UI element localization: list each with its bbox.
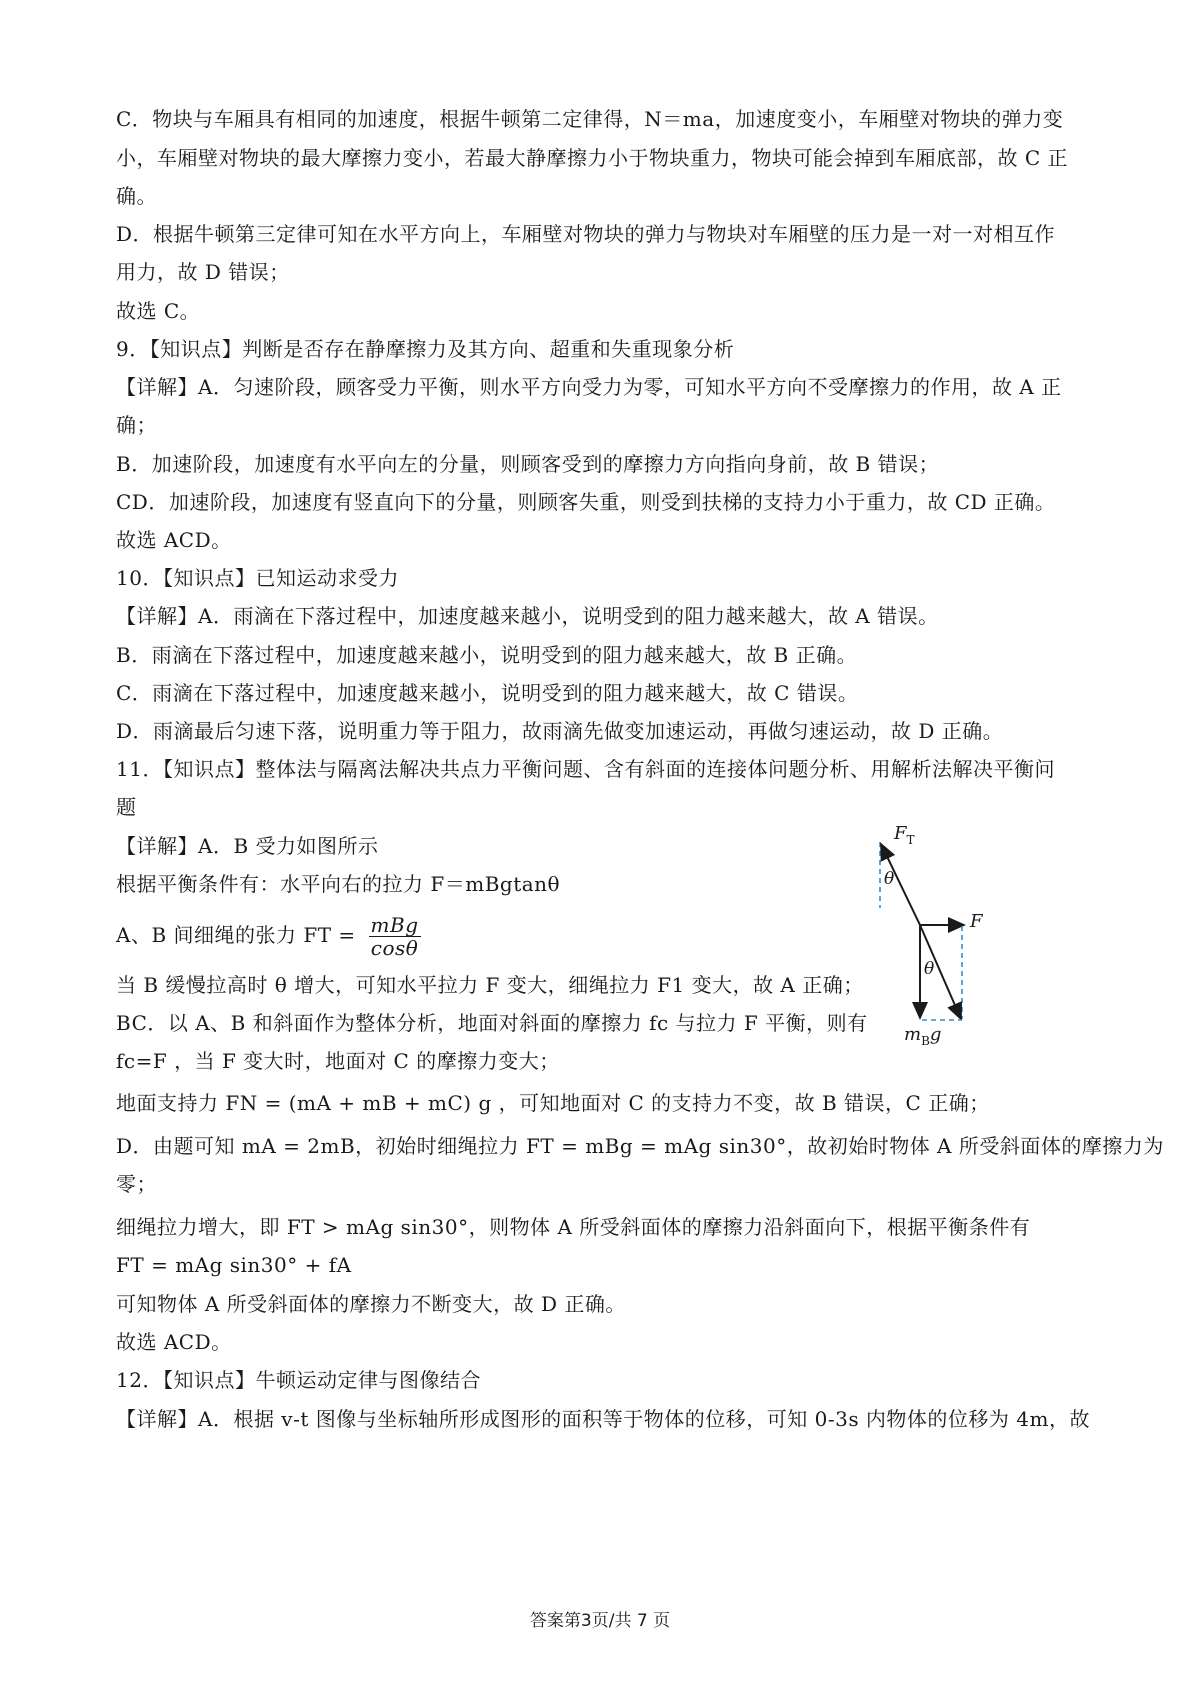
text-line: 根据平衡条件有：水平向右的拉力 F＝mBgtanθ: [116, 872, 561, 896]
text-line: 【详解】A．雨滴在下落过程中，加速度越来越小，说明受到的阻力越来越大，故 A 错误。: [116, 604, 939, 628]
question-12-heading: 12．【知识点】牛顿运动定律与图像结合: [116, 1368, 481, 1392]
text-line: C．物块与车厢具有相同的加速度，根据牛顿第二定律得，N＝ma，加速度变小，车厢壁对物块的弹力变: [116, 107, 1064, 131]
text-line: D．由题可知 mA = 2mB，初始时细绳拉力 FT = mBg = mAg sin30°，故初始时物体 A 所受斜面体的摩擦力为: [116, 1134, 1164, 1158]
tension-formula: [116, 914, 421, 959]
text-line: 地面支持力 FN = (mA + mB + mC) g ，可知地面对 C 的支持力不变，故 B 错误，C 正确；: [116, 1091, 990, 1115]
tension-fraction: [369, 914, 421, 959]
text-line: 【详解】A．根据 v-t 图像与坐标轴所形成图形的面积等于物体的位移，可知 0-3s 内物体的位移为 4m，故: [116, 1407, 1090, 1431]
text-line: 可知物体 A 所受斜面体的摩擦力不断变大，故 D 正确。: [116, 1292, 626, 1316]
question-10-heading: 10．【知识点】已知运动求受力: [116, 566, 399, 590]
text-line: fc=F ，当 F 变大时，地面对 C 的摩擦力变大；: [116, 1049, 560, 1073]
question-9-heading: 9．【知识点】判断是否存在静摩擦力及其方向、超重和失重现象分析: [116, 337, 735, 361]
text-line: 用力，故 D 错误；: [116, 260, 290, 284]
text-line: BC．以 A、B 和斜面作为整体分析，地面对斜面的摩擦力 fc 与拉力 F 平衡，则有: [116, 1011, 868, 1035]
text-line: 零；: [116, 1172, 157, 1196]
text-line: 故选 C。: [116, 299, 201, 323]
text-line: B．雨滴在下落过程中，加速度越来越小，说明受到的阻力越来越大，故 B 正确。: [116, 643, 858, 667]
force-f-label: F: [970, 911, 983, 932]
fraction-denominator: cosθ: [370, 936, 419, 960]
text-line: C．雨滴在下落过程中，加速度越来越小，说明受到的阻力越来越大，故 C 错误。: [116, 681, 859, 705]
text-line: 当 B 缓慢拉高时 θ 增大，可知水平拉力 F 变大，细绳拉力 F1 变大，故 A 正确；: [116, 973, 864, 997]
text-line: 【详解】A．B 受力如图所示: [116, 834, 379, 858]
text-line: 【详解】A．匀速阶段，顾客受力平衡，则水平方向受力为零，可知水平方向不受摩擦力的作用，故 A 正: [116, 375, 1062, 399]
text-line: D．根据牛顿第三定律可知在水平方向上，车厢壁对物块的弹力与物块对车厢壁的压力是一对一对相互作: [116, 222, 1056, 246]
text-line: B．加速阶段，加速度有水平向左的分量，则顾客受到的摩擦力方向指向身前，故 B 错误；: [116, 452, 940, 476]
equation-line: FT = mAg sin30° + fA: [116, 1253, 352, 1277]
text-line: 题: [116, 795, 137, 819]
question-11-heading: 11．【知识点】整体法与隔离法解决共点力平衡问题、含有斜面的连接体问题分析、用解析法解决平衡问: [116, 757, 1055, 781]
angle-label-top: θ: [884, 869, 895, 889]
angle-label-bottom: θ: [924, 959, 935, 979]
force-diagram: [870, 822, 1050, 1052]
page-footer: 答案第3页/共 7 页: [529, 1611, 671, 1631]
text-line: 确。: [116, 184, 157, 208]
text-line: 小，车厢壁对物块的最大摩擦力变小，若最大静摩擦力小于物块重力，物块可能会掉到车厢底部，故 C 正: [116, 146, 1069, 170]
tension-label: $F_T$: [894, 823, 915, 847]
tension-formula-lead: A、B 间细绳的张力 FT =: [116, 923, 356, 947]
fraction-numerator: mBg: [370, 913, 419, 937]
text-line: 故选 ACD。: [116, 1330, 232, 1354]
weight-label: $m_Bg$: [904, 1024, 942, 1048]
text-line: 细绳拉力增大，即 FT > mAg sin30°，则物体 A 所受斜面体的摩擦力沿斜面向下，根据平衡条件有: [116, 1215, 1031, 1239]
text-line: CD．加速阶段，加速度有竖直向下的分量，则顾客失重，则受到扶梯的支持力小于重力，故 CD 正确。: [116, 490, 1056, 514]
text-line: 确；: [116, 413, 157, 437]
text-line: 故选 ACD。: [116, 528, 232, 552]
text-line: D．雨滴最后匀速下落，说明重力等于阻力，故雨滴先做变加速运动，再做匀速运动，故 D 正确。: [116, 719, 1004, 743]
